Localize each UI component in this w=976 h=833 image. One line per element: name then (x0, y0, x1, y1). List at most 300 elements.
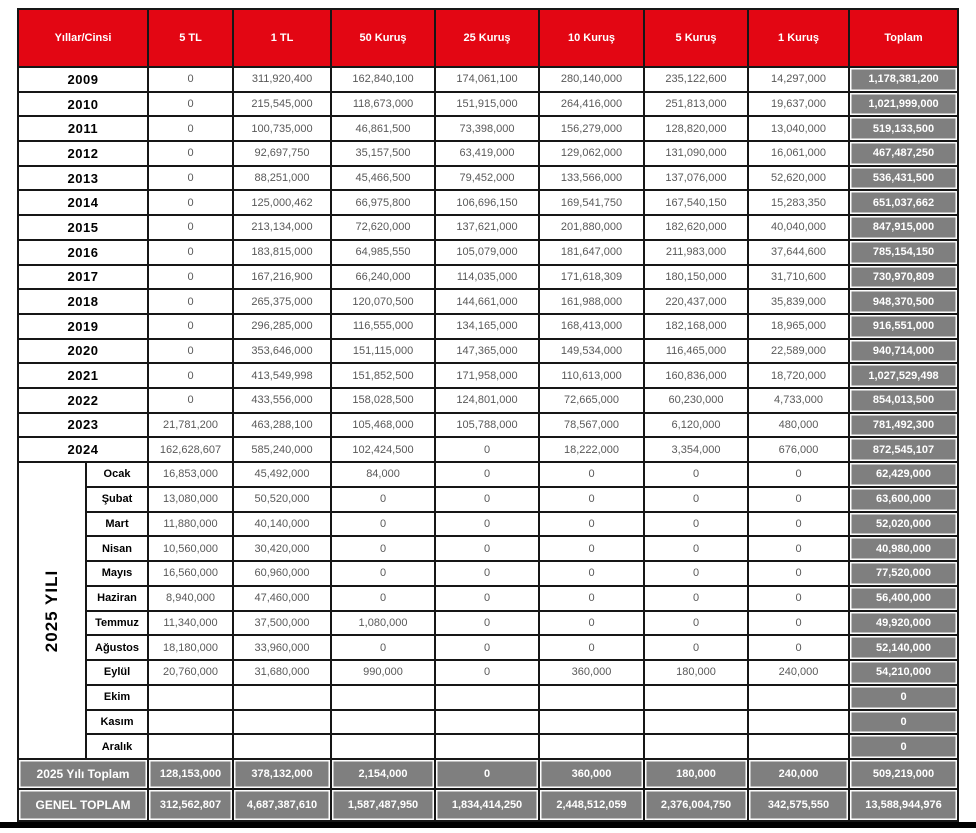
value-cell: 0 (331, 561, 435, 586)
month-label: Eylül (86, 660, 148, 685)
year-row (18, 437, 958, 462)
value-cell: 11,340,000 (148, 611, 233, 636)
value-cell: 990,000 (331, 660, 435, 685)
value-cell: 0 (148, 67, 233, 92)
value-cell: 46,861,500 (331, 116, 435, 141)
summary-value-cell: 2,376,004,750 (644, 789, 748, 821)
summary-row (18, 789, 958, 821)
total-cell: 0 (849, 734, 958, 759)
value-cell: 84,000 (331, 462, 435, 487)
value-cell: 0 (331, 536, 435, 561)
year-label: 2017 (18, 265, 148, 290)
value-cell: 11,880,000 (148, 512, 233, 537)
month-label: Haziran (86, 586, 148, 611)
year-label: 2018 (18, 289, 148, 314)
value-cell: 251,813,000 (644, 92, 748, 117)
value-cell: 0 (748, 586, 849, 611)
value-cell: 151,852,500 (331, 363, 435, 388)
value-cell: 16,853,000 (148, 462, 233, 487)
value-cell (644, 734, 748, 759)
value-cell: 114,035,000 (435, 265, 539, 290)
value-cell (435, 685, 539, 710)
value-cell: 235,122,600 (644, 67, 748, 92)
year-row (18, 388, 958, 413)
summary-value-cell: 0 (435, 759, 539, 789)
value-cell: 31,680,000 (233, 660, 331, 685)
value-cell: 73,398,000 (435, 116, 539, 141)
month-row (18, 611, 958, 636)
year-label: 2012 (18, 141, 148, 166)
value-cell: 182,168,000 (644, 314, 748, 339)
total-cell: 62,429,000 (849, 462, 958, 487)
year-label: 2013 (18, 166, 148, 191)
value-cell: 0 (148, 240, 233, 265)
value-cell: 116,555,000 (331, 314, 435, 339)
value-cell: 79,452,000 (435, 166, 539, 191)
header-cell: 10 Kuruş (539, 9, 644, 67)
total-cell: 730,970,809 (849, 265, 958, 290)
summary-value-cell: 378,132,000 (233, 759, 331, 789)
value-cell: 160,836,000 (644, 363, 748, 388)
summary-value-cell: 312,562,807 (148, 789, 233, 821)
value-cell: 110,613,000 (539, 363, 644, 388)
month-row (18, 512, 958, 537)
year-label: 2011 (18, 116, 148, 141)
value-cell: 0 (539, 611, 644, 636)
value-cell: 311,920,400 (233, 67, 331, 92)
summary-value-cell: 4,687,387,610 (233, 789, 331, 821)
month-row (18, 487, 958, 512)
value-cell: 116,465,000 (644, 339, 748, 364)
value-cell: 201,880,000 (539, 215, 644, 240)
value-cell: 0 (748, 536, 849, 561)
value-cell: 35,157,500 (331, 141, 435, 166)
value-cell: 0 (644, 586, 748, 611)
total-cell: 519,133,500 (849, 116, 958, 141)
summary-value-cell: 2,154,000 (331, 759, 435, 789)
year-label: 2023 (18, 413, 148, 438)
value-cell (435, 734, 539, 759)
value-cell: 296,285,000 (233, 314, 331, 339)
month-label: Nisan (86, 536, 148, 561)
total-cell: 948,370,500 (849, 289, 958, 314)
value-cell: 156,279,000 (539, 116, 644, 141)
value-cell: 480,000 (748, 413, 849, 438)
value-cell (331, 710, 435, 735)
value-cell: 134,165,000 (435, 314, 539, 339)
value-cell: 171,958,000 (435, 363, 539, 388)
header-cell: 1 TL (233, 9, 331, 67)
value-cell: 0 (644, 512, 748, 537)
value-cell: 167,216,900 (233, 265, 331, 290)
value-cell: 213,134,000 (233, 215, 331, 240)
year-label: 2022 (18, 388, 148, 413)
value-cell: 15,283,350 (748, 190, 849, 215)
value-cell: 10,560,000 (148, 536, 233, 561)
summary-value-cell: 360,000 (539, 759, 644, 789)
value-cell: 133,566,000 (539, 166, 644, 191)
summary-total-cell: 509,219,000 (849, 759, 958, 789)
value-cell: 18,180,000 (148, 635, 233, 660)
value-cell: 0 (148, 339, 233, 364)
value-cell: 0 (148, 141, 233, 166)
value-cell: 0 (435, 561, 539, 586)
value-cell (748, 710, 849, 735)
value-cell: 0 (748, 561, 849, 586)
summary-value-cell: 1,834,414,250 (435, 789, 539, 821)
value-cell: 1,080,000 (331, 611, 435, 636)
value-cell: 0 (148, 314, 233, 339)
value-cell (331, 685, 435, 710)
value-cell: 151,915,000 (435, 92, 539, 117)
value-cell: 0 (435, 437, 539, 462)
month-label: Ocak (86, 462, 148, 487)
value-cell: 72,620,000 (331, 215, 435, 240)
month-label: Mayıs (86, 561, 148, 586)
header-cell-years-cinsi: Yıllar/Cinsi (18, 9, 148, 67)
value-cell (539, 734, 644, 759)
year-row (18, 363, 958, 388)
value-cell: 0 (539, 487, 644, 512)
value-cell: 19,637,000 (748, 92, 849, 117)
month-label: Ekim (86, 685, 148, 710)
header-cell: 5 TL (148, 9, 233, 67)
total-cell: 0 (849, 710, 958, 735)
total-cell: 1,021,999,000 (849, 92, 958, 117)
value-cell (331, 734, 435, 759)
value-cell: 0 (435, 512, 539, 537)
value-cell: 37,644,600 (748, 240, 849, 265)
value-cell: 360,000 (539, 660, 644, 685)
value-cell: 158,028,500 (331, 388, 435, 413)
year-row (18, 141, 958, 166)
month-row (18, 462, 958, 487)
value-cell: 0 (644, 462, 748, 487)
value-cell: 18,720,000 (748, 363, 849, 388)
total-cell: 1,027,529,498 (849, 363, 958, 388)
value-cell: 40,040,000 (748, 215, 849, 240)
value-cell (233, 734, 331, 759)
total-cell: 872,545,107 (849, 437, 958, 462)
value-cell (233, 685, 331, 710)
year-row (18, 92, 958, 117)
value-cell (148, 685, 233, 710)
value-cell: 0 (435, 487, 539, 512)
value-cell: 181,647,000 (539, 240, 644, 265)
value-cell: 0 (644, 561, 748, 586)
header-cell: 5 Kuruş (644, 9, 748, 67)
value-cell: 0 (148, 92, 233, 117)
value-cell: 92,697,750 (233, 141, 331, 166)
year-row (18, 166, 958, 191)
value-cell: 88,251,000 (233, 166, 331, 191)
value-cell: 35,839,000 (748, 289, 849, 314)
value-cell: 63,419,000 (435, 141, 539, 166)
value-cell: 169,541,750 (539, 190, 644, 215)
value-cell: 120,070,500 (331, 289, 435, 314)
value-cell: 0 (148, 116, 233, 141)
month-row (18, 586, 958, 611)
total-cell: 52,020,000 (849, 512, 958, 537)
value-cell: 0 (331, 487, 435, 512)
value-cell: 0 (148, 190, 233, 215)
value-cell: 180,000 (644, 660, 748, 685)
value-cell: 168,413,000 (539, 314, 644, 339)
total-cell: 63,600,000 (849, 487, 958, 512)
value-cell: 0 (435, 536, 539, 561)
month-row (18, 561, 958, 586)
value-cell: 129,062,000 (539, 141, 644, 166)
summary-value-cell: 342,575,550 (748, 789, 849, 821)
value-cell: 66,975,800 (331, 190, 435, 215)
value-cell: 0 (435, 611, 539, 636)
value-cell (748, 734, 849, 759)
value-cell: 585,240,000 (233, 437, 331, 462)
value-cell: 8,940,000 (148, 586, 233, 611)
value-cell: 22,589,000 (748, 339, 849, 364)
month-row (18, 536, 958, 561)
header-cell: 25 Kuruş (435, 9, 539, 67)
value-cell: 265,375,000 (233, 289, 331, 314)
value-cell: 0 (539, 536, 644, 561)
value-cell (539, 685, 644, 710)
value-cell: 240,000 (748, 660, 849, 685)
value-cell: 128,820,000 (644, 116, 748, 141)
value-cell: 16,560,000 (148, 561, 233, 586)
value-cell: 60,230,000 (644, 388, 748, 413)
year-label: 2009 (18, 67, 148, 92)
year-label: 2024 (18, 437, 148, 462)
value-cell: 66,240,000 (331, 265, 435, 290)
value-cell: 106,696,150 (435, 190, 539, 215)
year-row (18, 116, 958, 141)
value-cell: 171,618,309 (539, 265, 644, 290)
value-cell: 105,788,000 (435, 413, 539, 438)
month-row (18, 685, 958, 710)
value-cell: 463,288,100 (233, 413, 331, 438)
value-cell: 40,140,000 (233, 512, 331, 537)
total-cell: 1,178,381,200 (849, 67, 958, 92)
value-cell: 137,621,000 (435, 215, 539, 240)
value-cell: 0 (539, 462, 644, 487)
value-cell: 0 (748, 487, 849, 512)
value-cell: 0 (435, 660, 539, 685)
value-cell (539, 710, 644, 735)
table-header (18, 9, 958, 67)
value-cell: 0 (148, 363, 233, 388)
month-row (18, 734, 958, 759)
value-cell: 215,545,000 (233, 92, 331, 117)
value-cell: 264,416,000 (539, 92, 644, 117)
value-cell: 13,080,000 (148, 487, 233, 512)
value-cell: 37,500,000 (233, 611, 331, 636)
value-cell: 0 (644, 487, 748, 512)
total-cell: 467,487,250 (849, 141, 958, 166)
value-cell: 18,222,000 (539, 437, 644, 462)
value-cell: 31,710,600 (748, 265, 849, 290)
value-cell: 100,735,000 (233, 116, 331, 141)
year-group-label: 2025 YILI (42, 569, 61, 652)
summary-label: 2025 Yılı Toplam (18, 759, 148, 789)
value-cell: 220,437,000 (644, 289, 748, 314)
month-label: Kasım (86, 710, 148, 735)
month-label: Ağustos (86, 635, 148, 660)
month-row (18, 710, 958, 735)
value-cell: 147,365,000 (435, 339, 539, 364)
value-cell: 0 (644, 635, 748, 660)
value-cell: 60,960,000 (233, 561, 331, 586)
value-cell: 52,620,000 (748, 166, 849, 191)
year-label: 2014 (18, 190, 148, 215)
value-cell: 162,840,100 (331, 67, 435, 92)
value-cell: 6,120,000 (644, 413, 748, 438)
value-cell: 45,492,000 (233, 462, 331, 487)
header-cell: 50 Kuruş (331, 9, 435, 67)
value-cell: 14,297,000 (748, 67, 849, 92)
value-cell: 124,801,000 (435, 388, 539, 413)
value-cell: 118,673,000 (331, 92, 435, 117)
year-row (18, 289, 958, 314)
year-row (18, 190, 958, 215)
value-cell (233, 710, 331, 735)
value-cell: 47,460,000 (233, 586, 331, 611)
value-cell: 33,960,000 (233, 635, 331, 660)
summary-value-cell: 180,000 (644, 759, 748, 789)
table-body (18, 67, 958, 821)
value-cell: 131,090,000 (644, 141, 748, 166)
year-row (18, 240, 958, 265)
total-cell: 49,920,000 (849, 611, 958, 636)
total-cell: 54,210,000 (849, 660, 958, 685)
total-cell: 854,013,500 (849, 388, 958, 413)
summary-value-cell: 128,153,000 (148, 759, 233, 789)
total-cell: 56,400,000 (849, 586, 958, 611)
value-cell: 149,534,000 (539, 339, 644, 364)
value-cell: 105,079,000 (435, 240, 539, 265)
value-cell: 137,076,000 (644, 166, 748, 191)
value-cell: 13,040,000 (748, 116, 849, 141)
value-cell: 0 (331, 586, 435, 611)
year-label: 2021 (18, 363, 148, 388)
year-row (18, 215, 958, 240)
value-cell: 125,000,462 (233, 190, 331, 215)
value-cell: 0 (435, 586, 539, 611)
value-cell: 18,965,000 (748, 314, 849, 339)
value-cell (644, 685, 748, 710)
header-cell: Toplam (849, 9, 958, 67)
year-label: 2019 (18, 314, 148, 339)
value-cell: 45,466,500 (331, 166, 435, 191)
year-label: 2016 (18, 240, 148, 265)
value-cell: 30,420,000 (233, 536, 331, 561)
year-row (18, 413, 958, 438)
value-cell: 0 (748, 512, 849, 537)
total-cell: 0 (849, 685, 958, 710)
value-cell: 0 (539, 586, 644, 611)
month-label: Aralık (86, 734, 148, 759)
value-cell: 161,988,000 (539, 289, 644, 314)
total-cell: 916,551,000 (849, 314, 958, 339)
value-cell: 0 (539, 635, 644, 660)
month-row (18, 635, 958, 660)
value-cell: 0 (148, 166, 233, 191)
total-cell: 847,915,000 (849, 215, 958, 240)
value-cell: 16,061,000 (748, 141, 849, 166)
total-cell: 40,980,000 (849, 536, 958, 561)
value-cell: 64,985,550 (331, 240, 435, 265)
value-cell: 676,000 (748, 437, 849, 462)
value-cell: 0 (148, 215, 233, 240)
total-cell: 940,714,000 (849, 339, 958, 364)
year-row (18, 314, 958, 339)
value-cell (748, 685, 849, 710)
value-cell (148, 734, 233, 759)
value-cell: 144,661,000 (435, 289, 539, 314)
value-cell: 4,733,000 (748, 388, 849, 413)
value-cell: 0 (435, 635, 539, 660)
summary-label: GENEL TOPLAM (18, 789, 148, 821)
value-cell: 0 (644, 536, 748, 561)
value-cell: 413,549,998 (233, 363, 331, 388)
value-cell: 3,354,000 (644, 437, 748, 462)
month-label: Şubat (86, 487, 148, 512)
value-cell: 167,540,150 (644, 190, 748, 215)
total-cell: 52,140,000 (849, 635, 958, 660)
year-group-cell (18, 462, 86, 759)
year-row (18, 67, 958, 92)
value-cell: 0 (148, 388, 233, 413)
value-cell: 0 (331, 512, 435, 537)
summary-row (18, 759, 958, 789)
value-cell: 162,628,607 (148, 437, 233, 462)
value-cell: 0 (435, 462, 539, 487)
value-cell: 105,468,000 (331, 413, 435, 438)
value-cell: 21,781,200 (148, 413, 233, 438)
total-cell: 785,154,150 (849, 240, 958, 265)
value-cell: 0 (331, 635, 435, 660)
page-bottom-border (0, 822, 976, 828)
value-cell: 180,150,000 (644, 265, 748, 290)
value-cell: 183,815,000 (233, 240, 331, 265)
value-cell: 211,983,000 (644, 240, 748, 265)
value-cell: 0 (148, 265, 233, 290)
summary-value-cell: 240,000 (748, 759, 849, 789)
value-cell (644, 710, 748, 735)
value-cell: 102,424,500 (331, 437, 435, 462)
value-cell: 0 (748, 462, 849, 487)
coin-production-table (17, 8, 959, 822)
summary-value-cell: 2,448,512,059 (539, 789, 644, 821)
value-cell: 50,520,000 (233, 487, 331, 512)
value-cell: 0 (539, 561, 644, 586)
value-cell: 0 (644, 611, 748, 636)
value-cell (435, 710, 539, 735)
month-label: Temmuz (86, 611, 148, 636)
year-label: 2010 (18, 92, 148, 117)
value-cell: 0 (748, 611, 849, 636)
summary-value-cell: 1,587,487,950 (331, 789, 435, 821)
value-cell: 72,665,000 (539, 388, 644, 413)
month-label: Mart (86, 512, 148, 537)
summary-total-cell: 13,588,944,976 (849, 789, 958, 821)
year-row (18, 265, 958, 290)
total-cell: 651,037,662 (849, 190, 958, 215)
header-cell: 1 Kuruş (748, 9, 849, 67)
value-cell: 280,140,000 (539, 67, 644, 92)
month-row (18, 660, 958, 685)
value-cell: 78,567,000 (539, 413, 644, 438)
value-cell: 353,646,000 (233, 339, 331, 364)
